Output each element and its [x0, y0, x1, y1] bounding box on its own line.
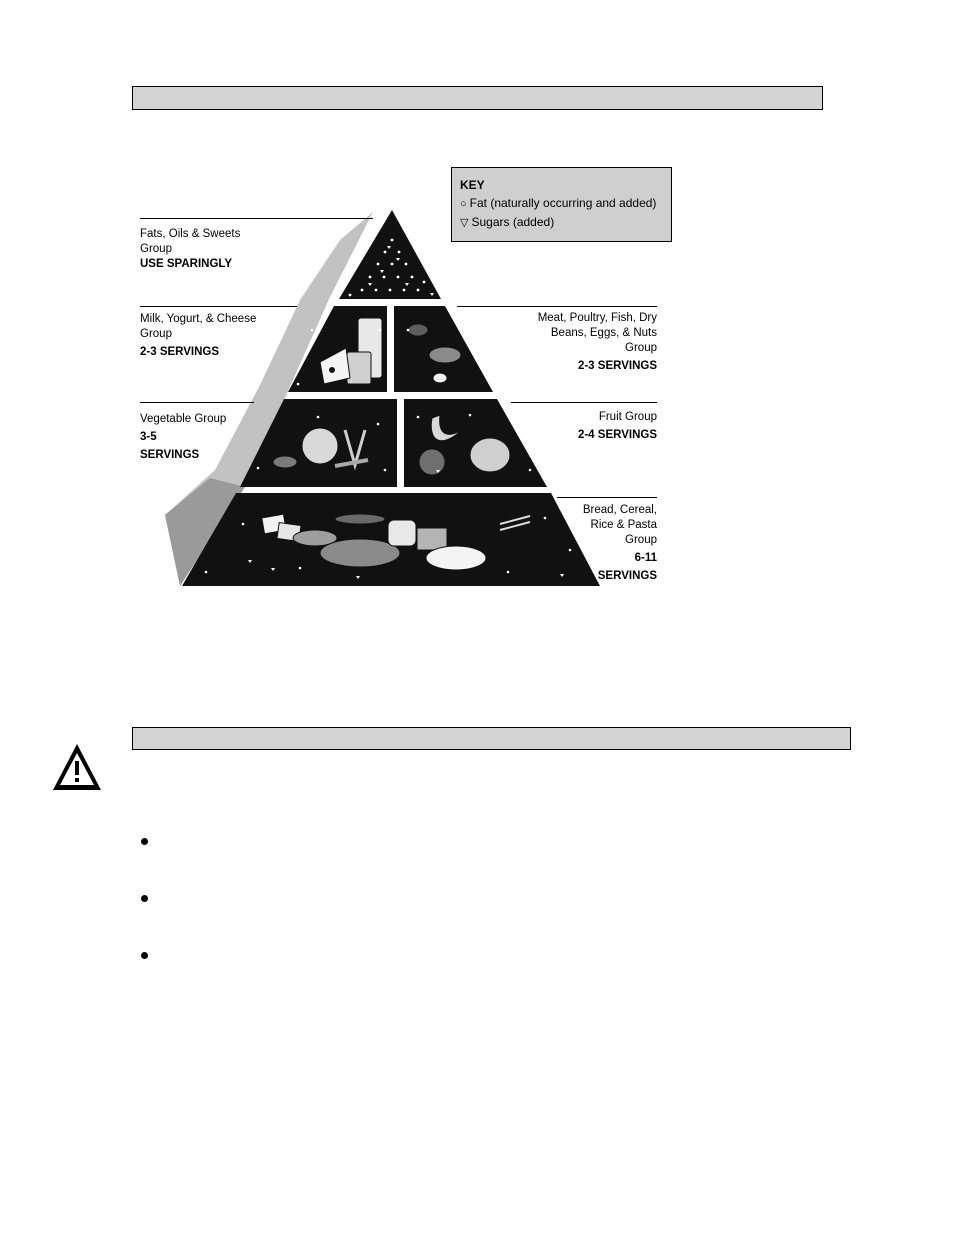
key-fat-row	[460, 194, 663, 213]
vegetable-servings-count: 3-5	[140, 431, 157, 443]
fruit-group-label: Fruit Group 2-4 SERVINGS	[527, 408, 657, 444]
key-title: KEY	[460, 178, 485, 192]
triangle-down-outline-icon: ▽	[460, 217, 469, 229]
bread-servings: SERVINGS	[597, 570, 657, 582]
bread-servings-count: 6-11	[634, 552, 657, 564]
fats-group-label: Fats, Oils & Sweets Group USE SPARINGLY	[140, 228, 241, 270]
fats-servings: USE SPARINGLY	[140, 258, 233, 270]
list-item-bullet-3	[141, 952, 148, 959]
milk-servings: 2-3 SERVINGS	[140, 346, 220, 358]
fruit-label-rule	[511, 402, 657, 403]
meat-label-rule	[457, 306, 657, 307]
section-header-bar-warning	[132, 727, 851, 750]
vegetable-servings: SERVINGS	[140, 449, 200, 461]
pyramid-key	[451, 167, 672, 242]
list-item-bullet-1	[141, 838, 148, 845]
fruit-servings: 2-4 SERVINGS	[577, 429, 657, 441]
bread-label-rule	[557, 497, 657, 498]
meat-group-label: Meat, Poultry, Fish, Dry Beans, Eggs, & Nuts Group 2-3 SERVINGS	[497, 311, 657, 374]
circle-outline-icon: ○	[460, 198, 467, 210]
key-sugar-label: Sugars (added)	[471, 215, 555, 229]
milk-label-rule	[140, 306, 297, 307]
vegetable-group-label: Vegetable Group 3-5 SERVINGS	[140, 410, 226, 464]
tier-fats-oils-sweets	[339, 210, 441, 299]
bread-group-label: Bread, Cereal, Rice & Pasta Group 6-11 SERVINGS	[537, 503, 657, 584]
meat-servings: 2-3 SERVINGS	[577, 360, 657, 372]
key-fat-label: Fat (naturally occurring and added)	[469, 196, 657, 210]
warning-triangle-icon	[50, 741, 104, 793]
vegetable-label-rule	[140, 402, 254, 403]
key-sugar-row	[460, 213, 663, 232]
fats-label-rule	[140, 218, 373, 219]
milk-group-label: Milk, Yogurt, & Cheese Group 2-3 SERVINGS	[140, 313, 257, 358]
list-item-bullet-2	[141, 895, 148, 902]
